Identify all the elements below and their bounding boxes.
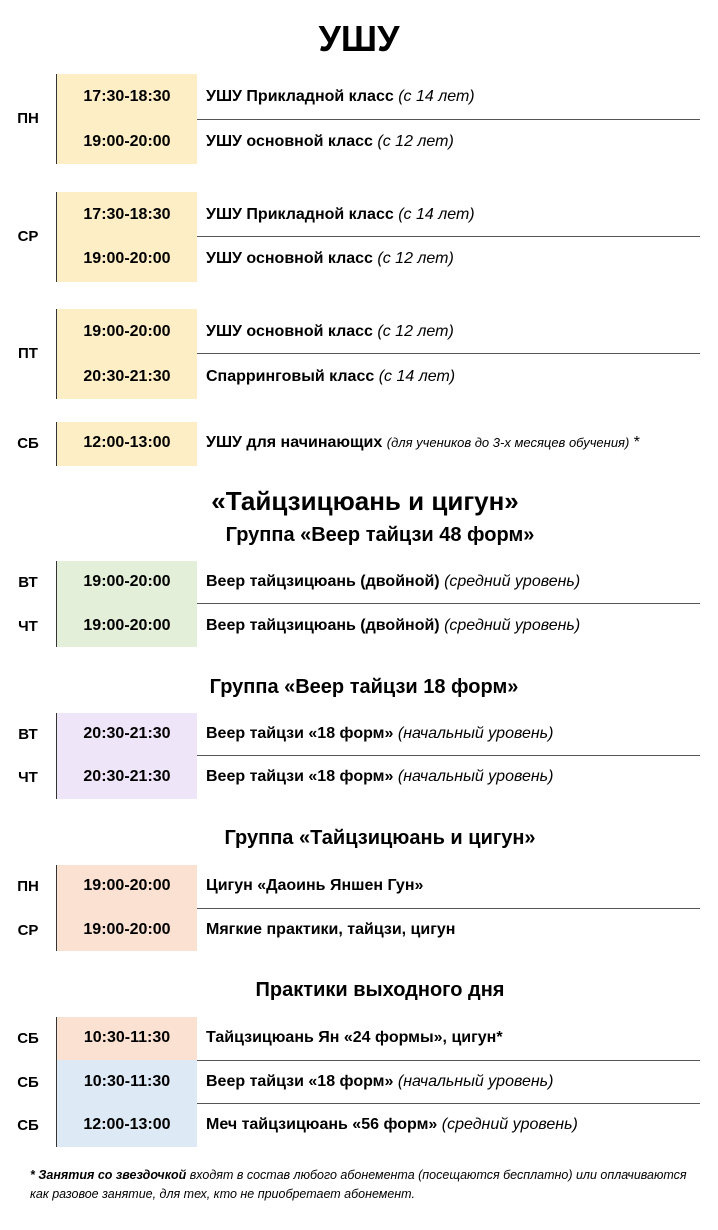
class-description <box>206 1073 714 1091</box>
class-note: (средний уровень) <box>441 1116 578 1133</box>
class-description <box>206 768 714 786</box>
class-name: Мягкие практики, тайцзи, цигун <box>206 921 456 938</box>
day-label: ЧТ <box>18 618 38 635</box>
time-cell: 19:00-20:00 <box>83 250 171 267</box>
class-note: (с 12 лет) <box>377 133 454 150</box>
class-note: (начальный уровень) <box>397 768 554 785</box>
ushu-title: УШУ <box>318 18 400 59</box>
row-separator <box>197 353 700 354</box>
taiji-title: «Тайцзицюань и цигун» <box>211 486 519 516</box>
class-name: Веер тайцзи «18 форм» <box>206 1073 398 1090</box>
footnote <box>30 1166 690 1204</box>
fan48-title: Группа «Веер тайцзи 48 форм» <box>225 524 535 546</box>
row-separator <box>197 1060 700 1061</box>
day-label: ВТ <box>18 574 38 591</box>
class-name: УШУ основной класс <box>206 323 378 340</box>
ushu-sat-block <box>0 422 718 466</box>
class-description <box>206 434 714 452</box>
time-cell: 20:30-21:30 <box>83 725 171 742</box>
time-cell: 10:30-11:30 <box>83 1029 171 1046</box>
row-separator <box>197 236 700 237</box>
weekend-title: Практики выходного дня <box>255 979 505 1001</box>
class-description <box>206 877 714 895</box>
taiji-group-title: Группа «Тайцзицюань и цигун» <box>224 827 536 849</box>
class-name: УШУ Прикладной класс <box>206 206 399 223</box>
row-separator <box>197 119 700 120</box>
time-cell: 19:00-20:00 <box>83 921 171 938</box>
time-cell: 19:00-20:00 <box>83 877 171 894</box>
class-note: (средний уровень) <box>444 617 581 634</box>
fan48-block <box>0 561 718 647</box>
time-cell: 17:30-18:30 <box>83 206 171 223</box>
class-name: Спарринговый класс <box>206 368 379 385</box>
class-name: Цигун «Даоинь Яншен Гун» <box>206 877 424 894</box>
weekend-block <box>0 1017 718 1147</box>
class-note: (с 14 лет) <box>398 88 475 105</box>
class-note: (с 14 лет) <box>378 368 456 385</box>
class-name: УШУ основной класс <box>206 133 378 150</box>
class-description <box>206 617 714 635</box>
asterisk: * <box>629 434 640 451</box>
class-note: (начальный уровень) <box>397 725 554 742</box>
class-name: УШУ Прикладной класс <box>206 88 399 105</box>
time-cell: 19:00-20:00 <box>83 617 171 634</box>
class-description <box>206 921 714 939</box>
time-cell: 19:00-20:00 <box>83 133 171 150</box>
day-label: ПТ <box>18 345 38 362</box>
class-name: Веер тайцзи «18 форм» <box>206 768 398 785</box>
class-description <box>206 206 714 224</box>
row-separator <box>197 755 700 756</box>
day-label: ПН <box>17 110 39 127</box>
class-note: (с 14 лет) <box>398 206 475 223</box>
day-label: СБ <box>17 1074 39 1091</box>
time-cell: 12:00-13:00 <box>83 434 171 451</box>
class-name: Веер тайцзицюань (двойной) <box>206 617 445 634</box>
class-name: УШУ основной класс <box>206 250 378 267</box>
class-note: (с 12 лет) <box>377 323 454 340</box>
day-label: ЧТ <box>18 769 38 786</box>
class-description <box>206 88 714 106</box>
time-cell: 20:30-21:30 <box>83 768 171 785</box>
day-label: СБ <box>17 1030 39 1047</box>
class-name: УШУ для начинающих <box>206 434 387 451</box>
class-note: (средний уровень) <box>444 573 581 590</box>
time-cell: 12:00-13:00 <box>83 1116 171 1133</box>
class-description <box>206 1116 714 1134</box>
class-name: Тайцзицюань Ян «24 формы», цигун* <box>206 1029 503 1046</box>
row-separator <box>197 603 700 604</box>
class-name: Веер тайцзи «18 форм» <box>206 725 398 742</box>
row-separator <box>197 1103 700 1104</box>
class-description <box>206 133 714 151</box>
day-label: ПН <box>17 878 39 895</box>
day-label: СБ <box>17 435 39 452</box>
footnote-text: входят в состав любого абонемента (посещаются бесплатно) или оплачиваются как разовое занятие, для тех, кто не приобретает абонемент. <box>30 1168 687 1201</box>
time-cell: 17:30-18:30 <box>83 88 171 105</box>
ushu-wed-block <box>0 192 718 282</box>
time-cell: 19:00-20:00 <box>83 323 171 340</box>
class-description <box>206 368 714 386</box>
footnote-star: * <box>30 1168 39 1182</box>
day-label: ВТ <box>18 726 38 743</box>
class-name: Веер тайцзицюань (двойной) <box>206 573 445 590</box>
fan18-block <box>0 713 718 799</box>
class-note: (для учеников до 3-х месяцев обучения) <box>386 435 630 450</box>
footnote-bold: Занятия со звездочкой <box>38 1168 187 1182</box>
ushu-mon-block <box>0 74 718 164</box>
time-cell: 20:30-21:30 <box>83 368 171 385</box>
day-label: СР <box>17 922 39 939</box>
row-separator <box>197 908 700 909</box>
class-description <box>206 1029 714 1047</box>
time-cell: 19:00-20:00 <box>83 573 171 590</box>
time-cell: 10:30-11:30 <box>83 1073 171 1090</box>
day-label: СР <box>17 228 39 245</box>
class-note: (начальный уровень) <box>397 1073 554 1090</box>
class-name: Меч тайцзицюань «56 форм» <box>206 1116 442 1133</box>
ushu-fri-block <box>0 309 718 399</box>
fan18-title: Группа «Веер тайцзи 18 форм» <box>209 676 519 698</box>
taiji-block <box>0 865 718 951</box>
day-label: СБ <box>17 1117 39 1134</box>
class-description <box>206 250 714 268</box>
class-description <box>206 573 714 591</box>
class-note: (с 12 лет) <box>377 250 454 267</box>
class-description <box>206 323 714 341</box>
class-description <box>206 725 714 743</box>
